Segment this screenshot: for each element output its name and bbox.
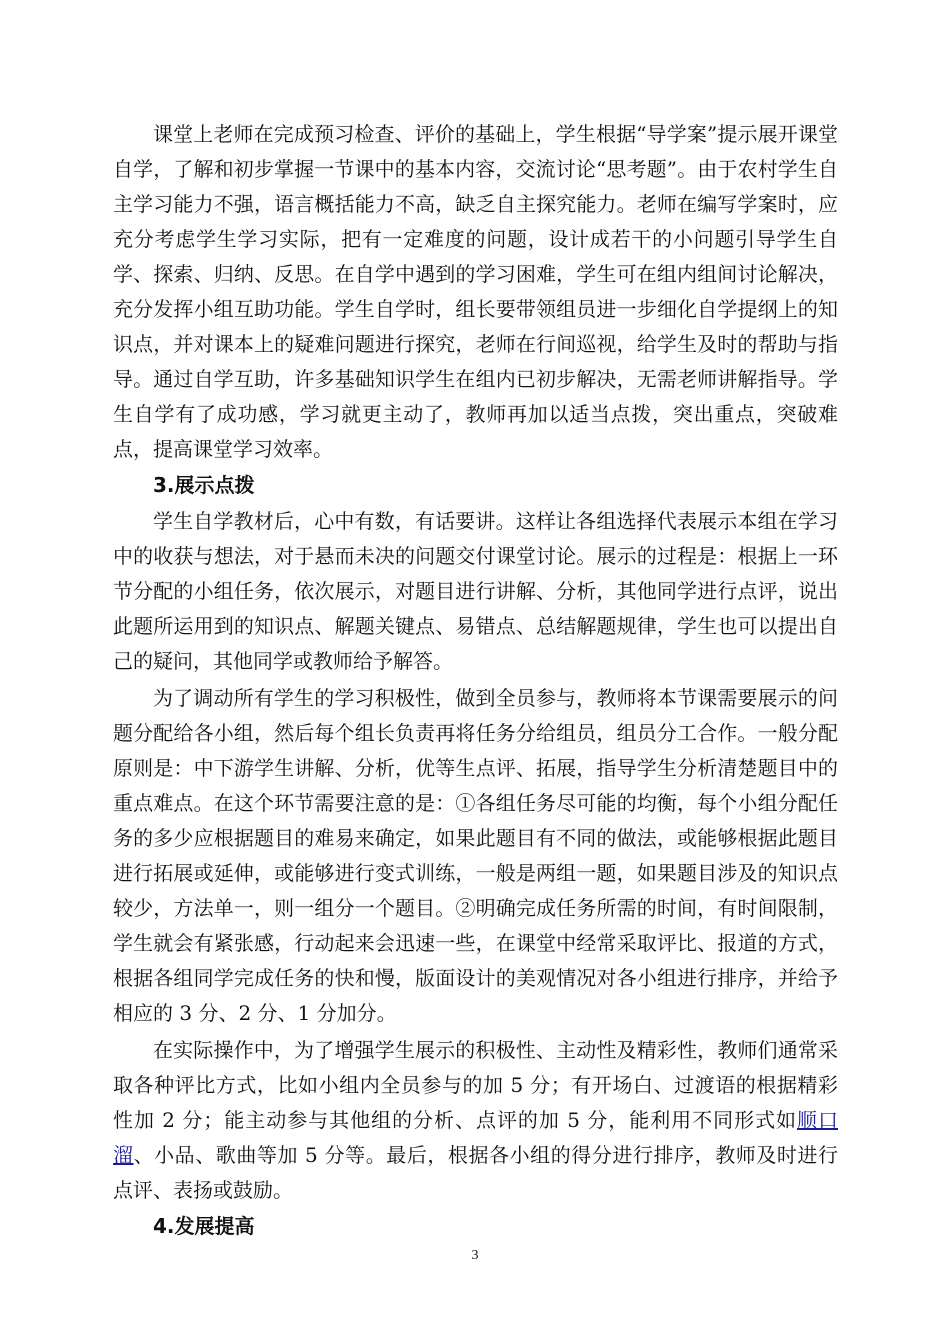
shunkouliu-link[interactable]: 顺口溜	[113, 1108, 838, 1167]
paragraph-presentation: 学生自学教材后，心中有数，有话要讲。这样让各组选择代表展示本组在学习中的收获与想法，对于悬而未决的问题交付课堂讨论。展示的过程是：根据上一环节分配的小组任务，依次展示，对题目进行讲解、分析，其他同学进行点评，说出此题所运用到的知识点、解题关键点、易错点、总结解题规律，学生也可以提出自己的疑问，其他同学或教师给予解答。	[113, 509, 838, 673]
page-body	[113, 117, 838, 1244]
paragraph-task-allocation: 为了调动所有学生的学习积极性，做到全员参与，教师将本节课需要展示的问题分配给各小组，然后每个组长负责再将任务分给组员，组员分工合作。一般分配原则是：中下游学生讲解、分析，优等生点评、拓展，指导学生分析清楚题目中的重点难点。在这个环节需要注意的是：①各组任务尽可能的均衡，每个小组分配任务的多少应根据题目的难易来确定，如果此题目有不同的做法，或能够根据此题目进行拓展或延伸，或能够进行变式训练，一般是两组一题，如果题目涉及的知识点较少，方法单一，则一组分一个题目。②明确完成任务所需的时间，有时间限制，学生就会有紧张感，行动起来会迅速一些，在课堂中经常采取评比、报道的方式，根据各组同学完成任务的快和慢，版面设计的美观情况对各小组进行排序，并给予相应的 3 分、2 分、1 分加分。	[113, 686, 838, 1025]
section-heading-4: 4.发展提高	[153, 1214, 255, 1238]
page-number: 3	[471, 1248, 479, 1263]
paragraph-evaluation-text-1: 在实际操作中，为了增强学生展示的积极性、主动性及精彩性，教师们通常采取各种评比方式，比如小组内全员参与的加 5 分；有开场白、过渡语的根据精彩性加 2 分；能主动参与其他组的分析、点评的加 5 分，能利用不同形式如	[113, 1038, 838, 1132]
paragraph-evaluation	[113, 1033, 838, 1208]
paragraph-evaluation-text-2: 、小品、歌曲等加 5 分等。最后，根据各小组的得分进行排序，教师及时进行点评、表扬或鼓励。	[113, 1143, 838, 1202]
paragraph-self-study: 课堂上老师在完成预习检查、评价的基础上，学生根据“导学案”提示展开课堂自学，了解和初步掌握一节课中的基本内容，交流讨论“思考题”。由于农村学生自主学习能力不强，语言概括能力不高，缺乏自主探究能力。老师在编写学案时，应充分考虑学生学习实际，把有一定难度的问题，设计成若干的小问题引导学生自学、探索、归纳、反思。在自学中遇到的学习困难，学生可在组内组间讨论解决，充分发挥小组互助功能。学生自学时，组长要带领组员进一步细化自学提纲上的知识点，并对课本上的疑难问题进行探究，老师在行间巡视，给学生及时的帮助与指导。通过自学互助，许多基础知识学生在组内已初步解决，无需老师讲解指导。学生自学有了成功感，学习就更主动了，教师再加以适当点拨，突出重点，突破难点，提高课堂学习效率。	[113, 122, 838, 461]
section-heading-3: 3.展示点拨	[153, 473, 255, 497]
